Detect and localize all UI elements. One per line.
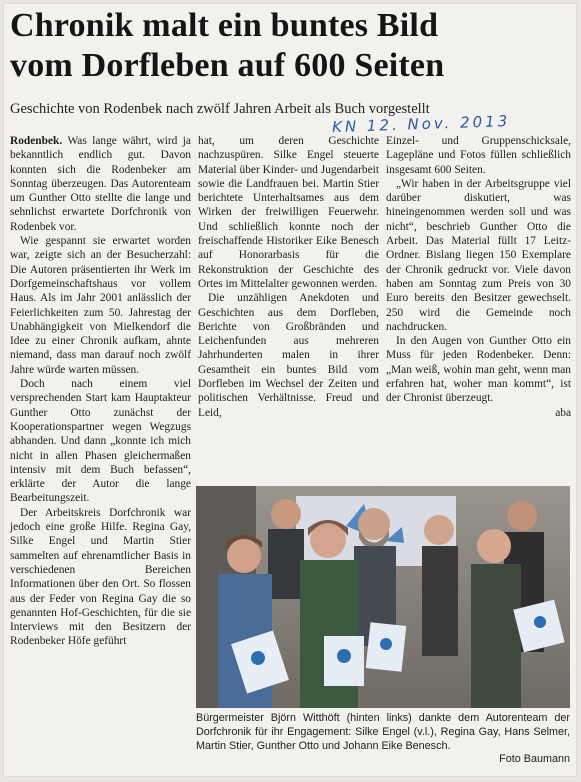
photo-credit: Foto Baumann (499, 753, 570, 765)
author-initials: aba (555, 406, 571, 419)
paragraph: Rodenbek. Was lange währt, wird ja bekanntlich endlich gut. Davon konnten sich die Rodenbeker am Sonntag überzeugen. Das Autorenteam um Gunther Otto stellte die lange und sehnlichst erwartete Dorfchronik von Rodenbek vor. (10, 135, 191, 233)
handwritten-date-note: KN 12. Nov. 2013 (331, 111, 511, 137)
paragraph: Einzel- und Gruppenschicksale, Lagepläne und Fotos füllen schließlich insgesamt 600 Seiten. (386, 135, 571, 176)
group-photo (196, 486, 570, 708)
article-column-3 (386, 134, 571, 474)
dateline: Rodenbek. (10, 135, 63, 147)
headline-line-2: vom Dorfleben auf 600 Seiten (10, 47, 445, 84)
paragraph: Doch nach einem viel versprechenden Start kam Hauptakteur Gunther Otto zunächst der Kooperationspartner wegen Wegzugs abhanden. Und dann „konnte ich mich nicht in allen Phasen gleichermaßen intensiv mit dem Buch befassen“, erklärte der Autor die lange Bearbeitungszeit. (10, 378, 191, 505)
paragraph: Der Arbeitskreis Dorfchronik war jedoch eine große Hilfe. Regina Gay, Silke Engel und Martin Stier sammelten auf ehrenamtlicher Basis in verschiedenen Bereichen Informationen über den Ort. So flossen aus der Feder von Regina Gay die so genannten Hof-Geschichten, für die sie Interviews mit den Besitzern der Rodenbeker Höfe geführt (10, 506, 191, 648)
paragraph: „Wir haben in der Arbeitsgruppe viel darüber diskutiert, was hineingenommen werden soll und was nicht“, beschrieb Gunther Otto die Arbeit. Das Material füllt 17 Leitz-Ordner. Bislang liegen 150 Exemplare der Chronik gedruckt vor. Viele davon haben am Sonntag zum Preis von 30 Euro bereits den Besitzer gewechselt. 250 wird die Gemeinde noch nachdrucken. (386, 177, 571, 333)
headline-line-1: Chronik malt ein buntes Bild (10, 7, 439, 44)
paragraph: Die unzähligen Anekdoten und Geschichten aus dem Dorfleben, Berichte von Großbränden und Leichenfunden aus mehreren Jahrhunderten malen in ihrer Gesamtheit ein buntes Bild vom Dorfleben im Wechsel der Zeiten und politischen Verhältnisse. Freud und Leid, (198, 292, 379, 419)
headline (10, 6, 570, 86)
photo-caption: Bürgermeister Björn Witthöft (hinten links) dankte dem Autorenteam der Dorfchronik für ihr Engagement: Silke Engel (v.l.), Regina Gay, Hans Selmer, Martin Stier, Gunther Otto und Johann Eike Benesch. (196, 712, 570, 752)
paragraph: hat, um deren Geschichte nachzuspüren. Silke Engel steuerte Material über Kinder- und Jugendarbeit sowie die Landfrauen bei. Martin Stier berichtete Unterhaltsames aus dem Wirken der freiwilligen Feuerwehr. Und schließlich konnte noch der freischaffende Historiker Eike Benesch auf Honorarbasis für die Rekonstruktion der Geschichte des Ortes im Mittelalter gewonnen werden. (198, 135, 379, 290)
article-column-2 (198, 134, 379, 474)
paragraph: In den Augen von Gunther Otto ein Muss für jeden Rodenbeker. Denn: „Man weiß, wohin man geht, wenn man erfahren hat, woher man kommt“, ist der Chronist überzeugt. (386, 335, 571, 405)
paragraph: Wie gespannt sie erwartet worden war, zeigte sich an der Besucherzahl: Die Autoren präsentierten ihr Werk im Dorfgemeinschaftshaus vor vollem Haus. Als im Jahr 2001 anlässlich der Feierlichkeiten zum 50. Jahrestag der Unabhängigkeit von Mielkendorf die Idee zu einer Chronik aufkam, ahnte niemand, dass man darauf noch zwölf Jahre würde warten müssen. (10, 235, 191, 376)
group-photo-illustration (196, 486, 570, 708)
subheadline: Geschichte von Rodenbek nach zwölf Jahren Arbeit als Buch vorgestellt (10, 101, 430, 117)
article-column-1 (10, 134, 191, 774)
